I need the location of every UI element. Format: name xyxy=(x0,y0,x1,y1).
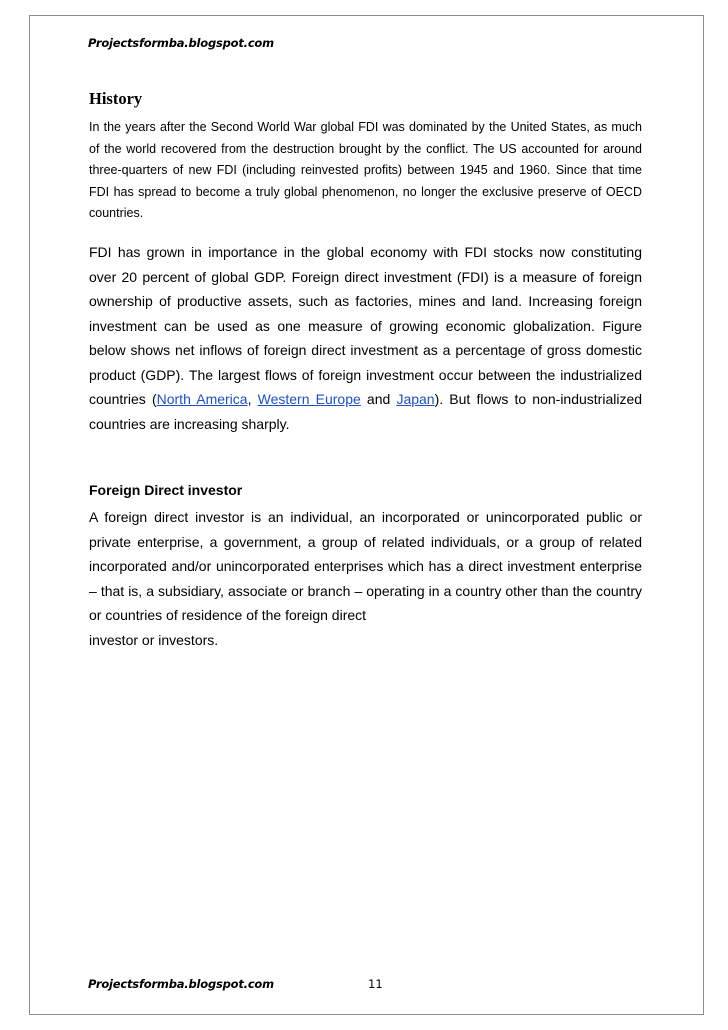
and-text: and xyxy=(360,391,397,407)
page-number: 11 xyxy=(368,977,383,991)
investor-paragraph-text: A foreign direct investor is an individual, an incorporated or unincorporated public or private enterprise, a government, a group of related individuals, or a group of related incorporated and/or unincorporated enterprises which has a direct investment enterprise – that is, a subsidiary, associate or branch – operating in a country other than the country or countries of residence of the foreign direct xyxy=(89,509,642,623)
investor-heading: Foreign Direct investor xyxy=(89,482,243,498)
north-america-link[interactable]: North America xyxy=(156,391,248,407)
history-paragraph-2-text: FDI has grown in importance in the global economy with FDI stocks now constituting over 20 percent of global GDP. Foreign direct investment (FDI) is a measure of foreign ownership of productive assets, such as factories, mines and land. Increasing foreign investment can be used as one measure of growing economic globalization. Figure below shows net inflows of foreign direct investment as a percentage of gross domestic product (GDP). The largest flows of foreign investment occur between the industrialized countries ( xyxy=(89,244,642,407)
investor-paragraph-tail: investor or investors. xyxy=(89,631,219,648)
footer-site: Projectsformba.blogspot.com xyxy=(88,977,274,991)
header-site: Projectsformba.blogspot.com xyxy=(88,36,274,50)
history-heading: History xyxy=(89,89,143,108)
western-europe-link[interactable]: Western Europe xyxy=(257,391,361,407)
investor-paragraph xyxy=(89,505,642,652)
history-paragraph-2-end: ). But flows to non-industrialized countries are increasing sharply. xyxy=(89,391,643,432)
history-paragraph-1: In the years after the Second World War global FDI was dominated by the United States, as much of the world recovered from the destruction brought by the conflict. The US accounted for around three-quarters of new FDI (including reinvested profits) between 1945 and 1960. Since that time FDI has spread to become a truly global phenomenon, no longer the exclusive preserve of OECD countries. xyxy=(89,120,642,220)
japan-link[interactable]: Japan xyxy=(396,391,435,407)
history-paragraph-2 xyxy=(89,240,642,436)
comma-text: , xyxy=(247,391,258,407)
